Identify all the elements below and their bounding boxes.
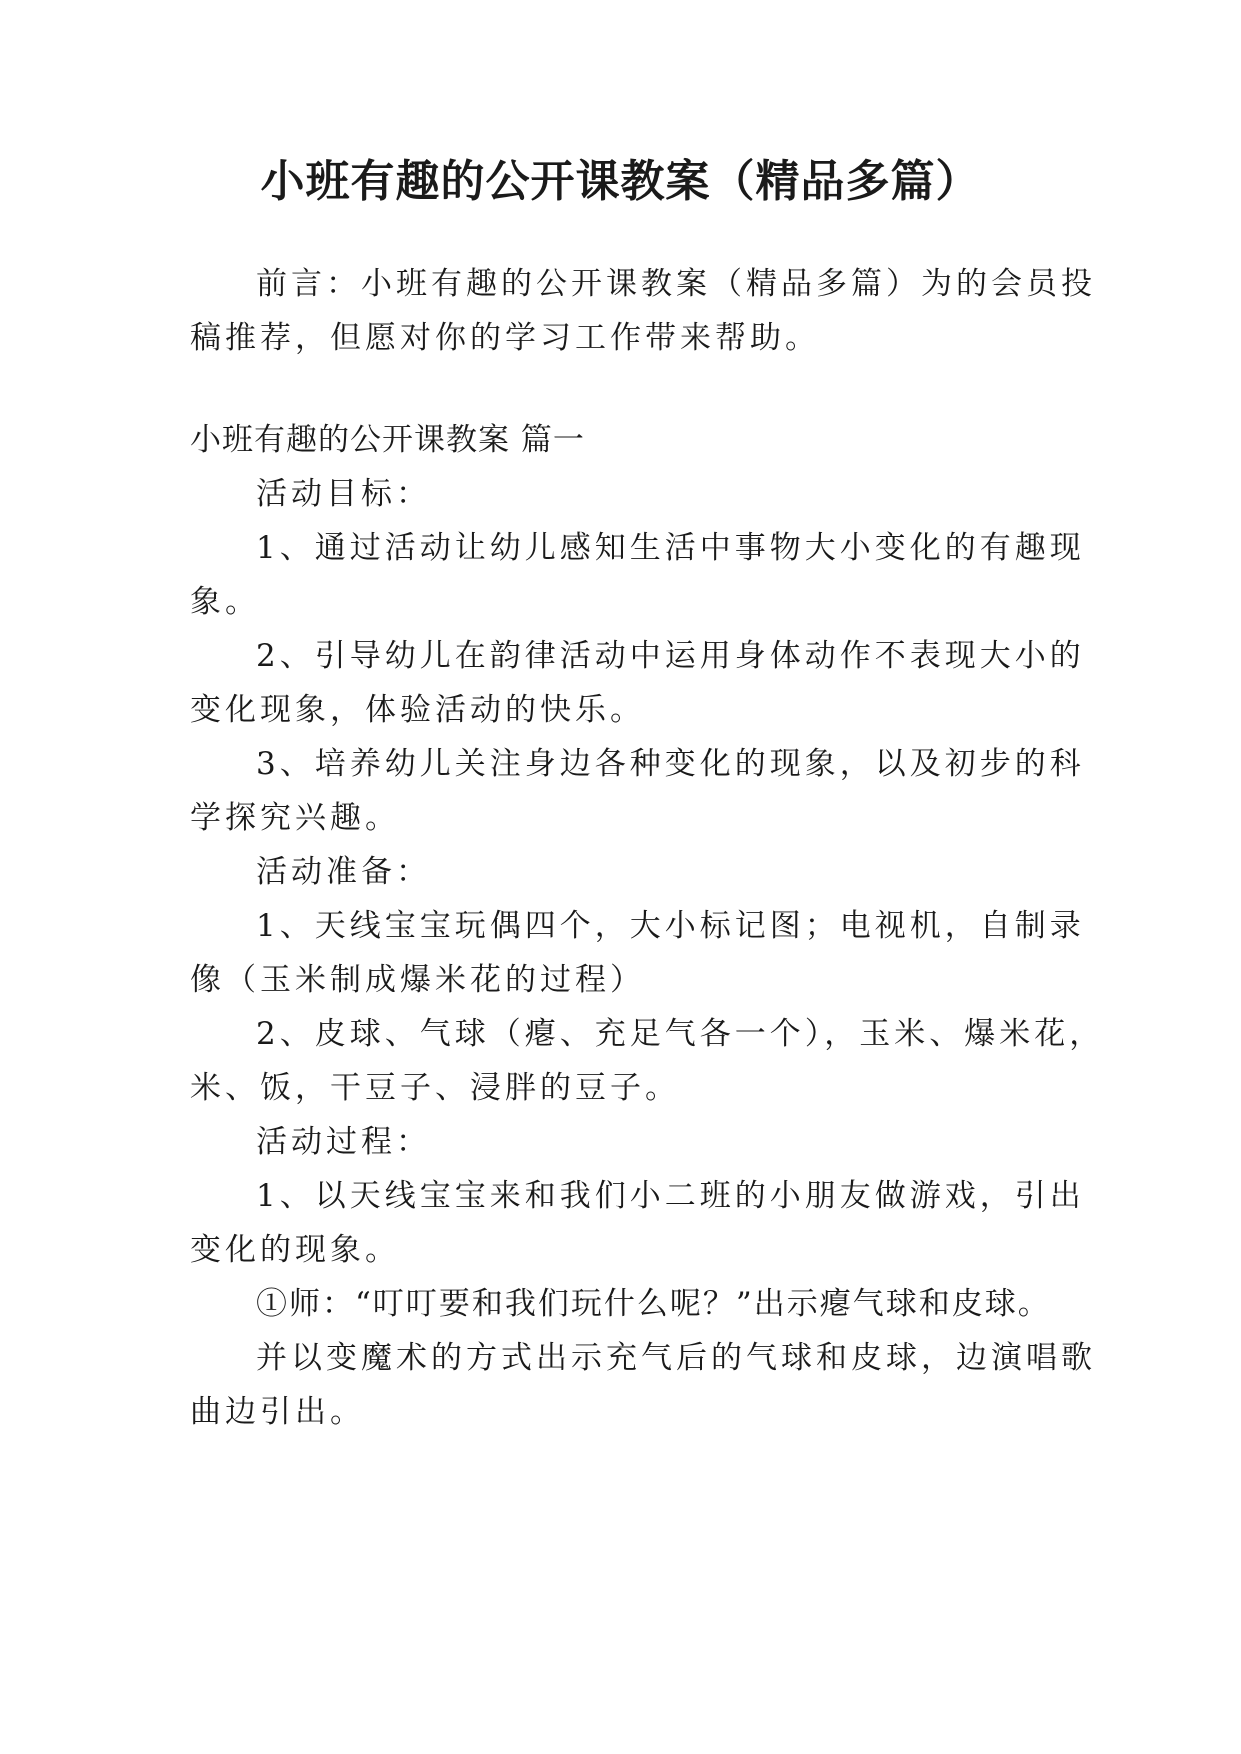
paragraph-line: 米、饭，干豆子、浸胖的豆子。 [190, 1070, 680, 1106]
subheading-process: 活动过程： [256, 1124, 431, 1160]
paragraph-line: 1、通过活动让幼儿感知生活中事物大小变化的有趣现 [256, 530, 1085, 566]
paragraph-line: 2、皮球、气球（瘪、充足气各一个），玉米、爆米花， [256, 1016, 1105, 1052]
paragraph-line: 变化现象，体验活动的快乐。 [190, 692, 645, 728]
subheading-goals: 活动目标： [256, 476, 431, 512]
paragraph-line: 变化的现象。 [190, 1232, 400, 1268]
paragraph-line: 3、培养幼儿关注身边各种变化的现象，以及初步的科 [256, 746, 1085, 782]
subheading-preparation: 活动准备： [256, 854, 431, 890]
document-title: 小班有趣的公开课教案（精品多篇） [260, 156, 981, 207]
paragraph-line: 1、天线宝宝玩偶四个，大小标记图；电视机，自制录 [256, 908, 1085, 944]
section-heading: 小班有趣的公开课教案 篇一 [190, 422, 585, 458]
paragraph-line: 并以变魔术的方式出示充气后的气球和皮球，边演唱歌 [256, 1340, 1096, 1376]
paragraph-line: 1、以天线宝宝来和我们小二班的小朋友做游戏，引出 [256, 1178, 1085, 1214]
paragraph-line: 曲边引出。 [190, 1394, 365, 1430]
paragraph-line: 学探究兴趣。 [190, 800, 400, 836]
preface-line-2: 稿推荐，但愿对你的学习工作带来帮助。 [190, 320, 820, 356]
paragraph-line: 像（玉米制成爆米花的过程） [190, 962, 645, 998]
paragraph-line: 2、引导幼儿在韵律活动中运用身体动作不表现大小的 [256, 638, 1085, 674]
preface-line-1: 前言：小班有趣的公开课教案（精品多篇）为的会员投 [256, 266, 1096, 302]
paragraph-line: ①师：“叮叮要和我们玩什么呢？”出示瘪气球和皮球。 [256, 1286, 1051, 1322]
paragraph-line: 象。 [190, 584, 260, 620]
